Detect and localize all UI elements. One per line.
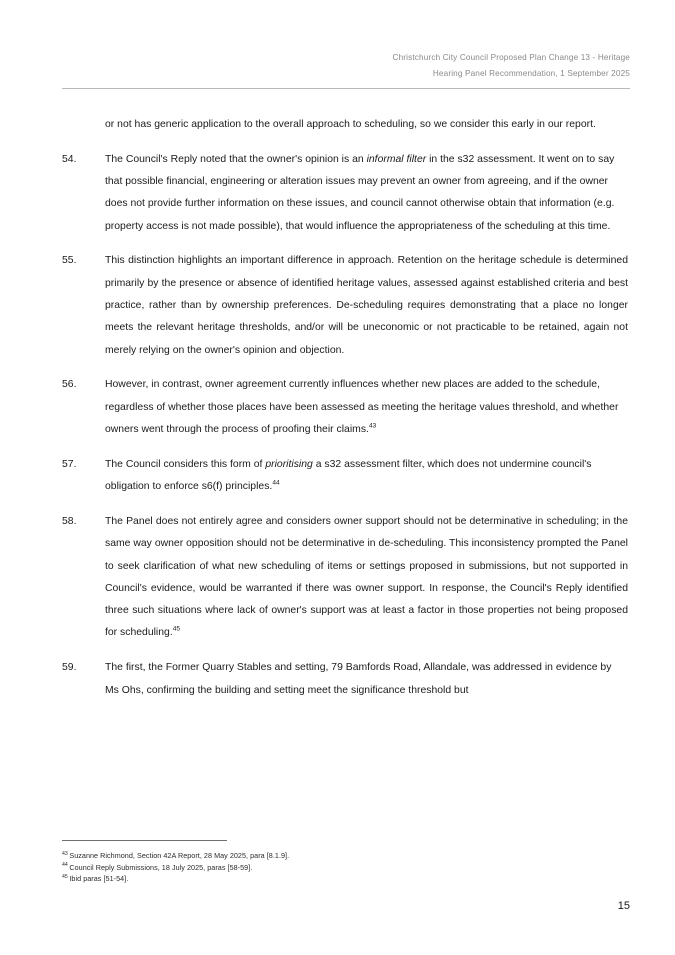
paragraph-text-before: The Council's Reply noted that the owner's opinion is an xyxy=(105,153,367,165)
paragraph-56 xyxy=(62,374,628,441)
paragraph-text-before: However, in contrast, owner agreement currently influences whether new places are added to the schedule, regardless of whether those places have been assessed as meeting the heritage values threshold, and whether owners went through the process of proofing their claims. xyxy=(105,379,619,436)
paragraph-text: or not has generic application to the overall approach to scheduling, so we consider this early in our report. xyxy=(105,119,596,130)
footnote-reference-43[interactable]: 43 xyxy=(368,422,377,430)
paragraph-emphasis: informal filter xyxy=(366,153,427,165)
paragraph-54 xyxy=(62,149,628,238)
paragraph-text-before: The Council considers this form of xyxy=(105,458,266,470)
paragraph-number: 54. xyxy=(62,153,77,165)
footnote-reference-44[interactable]: 44 xyxy=(272,479,280,487)
paragraph-text-before: The Panel does not entirely agree and considers owner support should not be determinative in scheduling; in the same way owner opposition should not be determinative in de-scheduling. This inconsistency prompted the Panel to seek clarification of what new scheduling of items or settings proposed in submissions, but not supported in Council's evidence, would be warranted if there was owner support. In response, the Council's Reply identified three such situations where lack of owner's support was at least a factor in those properties not being proposed for scheduling. xyxy=(105,515,628,639)
header-title-line-1: Christchurch City Council Proposed Plan Change 13 - Heritage xyxy=(392,53,630,62)
footnote-marker: 45 xyxy=(62,873,68,880)
footnote-text: Council Reply Submissions, 18 July 2025, paras [58-59]. xyxy=(69,862,253,872)
paragraph-text-after: in the s32 assessment. It went on to say that possible financial, engineering or alteration issues may prevent an owner from agreeing, and if the owner does not provide further information on these issues, and council cannot otherwise obtain that information (e.g. property access is not made possible), that would influence the appropriateness of the scheduling at this time. xyxy=(105,153,615,232)
paragraph-number: 56. xyxy=(62,379,77,391)
footnote-item xyxy=(62,873,628,885)
page-number: 15 xyxy=(617,900,630,912)
footnote-reference-45[interactable]: 45 xyxy=(172,625,181,633)
paragraph-57 xyxy=(62,454,628,499)
document-body xyxy=(62,114,628,714)
paragraph-text-after: a s32 assessment filter, which does not undermine council's obligation to enforce s6(f) principles. xyxy=(105,458,592,493)
paragraph-text: This distinction highlights an important difference in approach. Retention on the heritage schedule is determined primarily by the presence or absence of identified heritage values, assessed against established criteria and best practice, rather than by ownership preferences. De-scheduling requires demonstrating that a place no longer meets the relevant heritage thresholds, and/or will be uneconomic or not practicable to be retained, again not merely relying on the owner's opinion and objection. xyxy=(105,255,628,356)
paragraph-55 xyxy=(62,250,628,361)
paragraph-number: 57. xyxy=(62,458,77,470)
footnote-text: Ibid paras [51-54]. xyxy=(69,874,129,884)
footnote-item xyxy=(62,862,628,874)
footnote-text: Suzanne Richmond, Section 42A Report, 28 May 2025, para [8.1.9]. xyxy=(69,851,290,860)
header-title-line-2: Hearing Panel Recommendation, 1 September 2025 xyxy=(432,68,630,78)
footnote-item xyxy=(62,850,628,862)
paragraph-text: The first, the Former Quarry Stables and setting, 79 Bamfords Road, Allandale, was addressed in evidence by Ms Ohs, confirming the building and setting meet the significance threshold but xyxy=(105,662,612,696)
footnote-marker: 44 xyxy=(62,862,68,869)
footnotes-section xyxy=(62,840,628,885)
paragraph-58 xyxy=(62,511,628,645)
paragraph-number: 55. xyxy=(62,255,77,267)
paragraph-emphasis: prioritising xyxy=(265,458,313,470)
paragraph-number: 58. xyxy=(62,515,77,527)
header-divider xyxy=(62,88,630,89)
footnote-marker: 43 xyxy=(62,850,68,857)
paragraph-continuation xyxy=(62,114,628,136)
paragraph-59 xyxy=(62,657,628,702)
page-header xyxy=(62,50,630,89)
paragraph-number: 59. xyxy=(62,662,77,674)
footnote-divider xyxy=(62,840,227,841)
